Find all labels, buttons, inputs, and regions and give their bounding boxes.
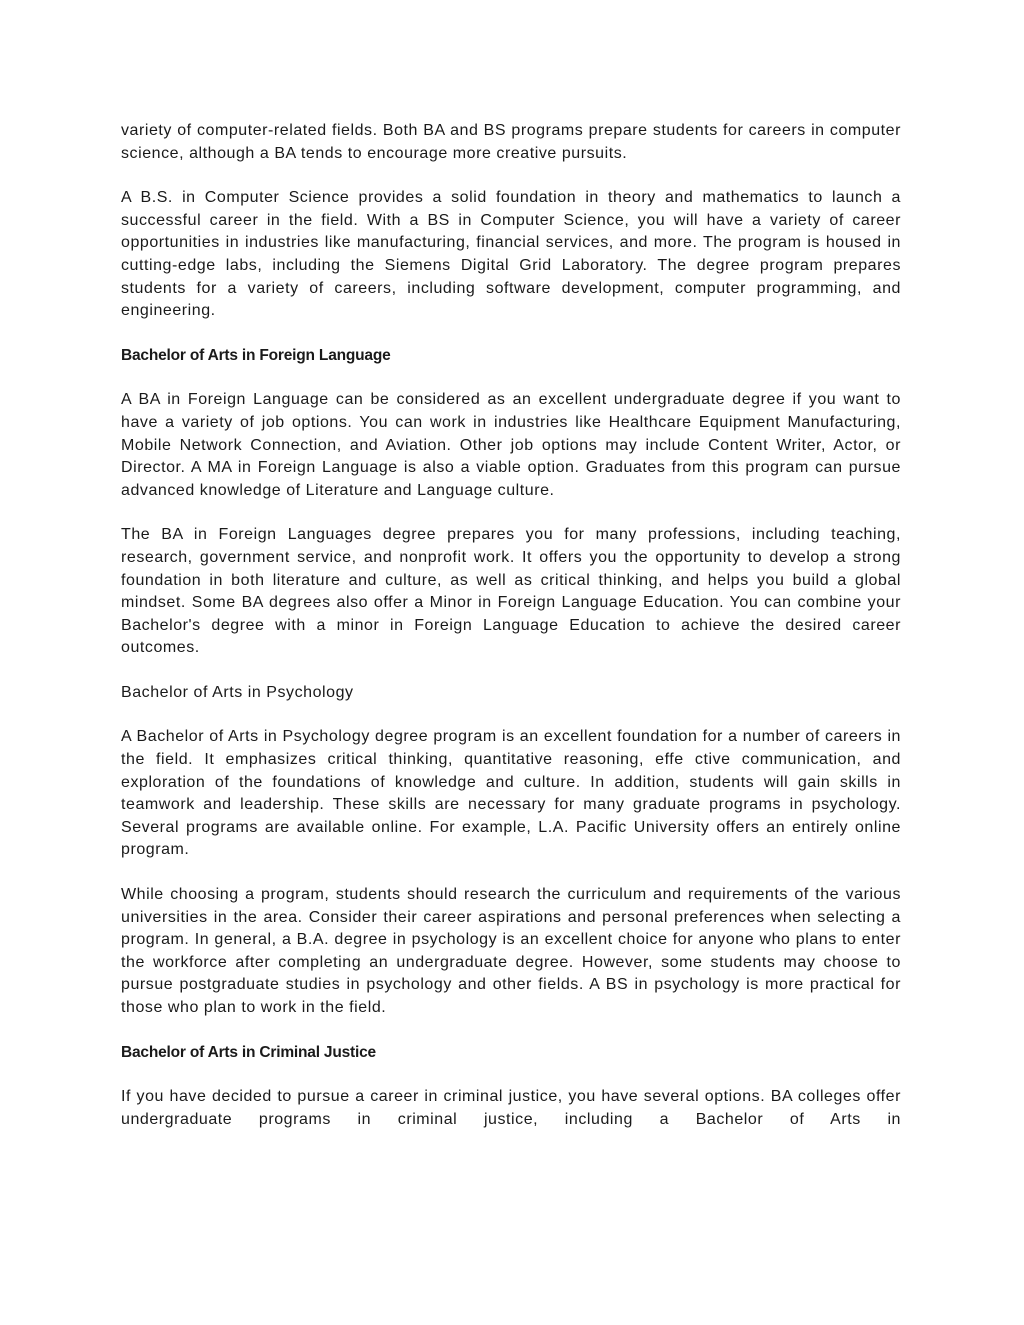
paragraph-foreign-languages-professions: The BA in Foreign Languages degree prepares you for many professions, including teaching, research, government service, and nonprofit work. It offers you the opportunity to develop a strong foundation in both literature and culture, as well as critical thinking, and helps you build a global mindset. Some BA degrees also offer a Minor in Foreign Language Education. You can combine your Bachelor's degree with a minor in Foreign Language Education to achieve the desired career outcomes. — [121, 526, 901, 657]
paragraph-computer-fields: variety of computer-related fields. Both BA and BS programs prepare students for careers in computer science, although a BA tends to encourage more creative pursuits. — [121, 122, 901, 162]
heading-foreign-language: Bachelor of Arts in Foreign Language — [121, 346, 391, 364]
paragraph-bs-computer-science: A B.S. in Computer Science provides a solid foundation in theory and mathematics to launch a successful career in the field. With a BS in Computer Science, you will have a variety of career opportunities in industries like manufacturing, financial services, and more. The program is housed in cutting-edge labs, including the Siemens Digital Grid Laboratory. The degree program prepares students for a variety of careers, including software development, computer programming, and engineering. — [121, 189, 901, 320]
heading-psychology: Bachelor of Arts in Psychology — [121, 683, 354, 701]
paragraph-choosing-program: While choosing a program, students should research the curriculum and requirements of the various universities in the area. Consider their career aspirations and personal preferences when selecting a program. In general, a B.A. degree in psychology is an excellent choice for anyone who plans to enter the workforce after completing an undergraduate degree. However, some students may choose to pursue postgraduate studies in psychology and other fields. A BS in psychology is more practical for those who plan to work in the field. — [121, 886, 901, 1016]
document-page — [121, 120, 901, 1153]
paragraph-criminal-justice: If you have decided to pursue a career in criminal justice, you have several options. BA colleges offer undergraduate programs in criminal justice, including a Bachelor of Arts in — [121, 1088, 901, 1128]
paragraph-ba-foreign-language: A BA in Foreign Language can be considered as an excellent undergraduate degree if you want to have a variety of job options. You can work in industries like Healthcare Equipment Manufacturing, Mobile Network Connection, and Aviation. Other job options may include Content Writer, Actor, or Director. A MA in Foreign Language is also a viable option. Graduates from this program can pursue advanced knowledge of Literature and Language culture. — [121, 391, 901, 499]
paragraph-ba-psychology: A Bachelor of Arts in Psychology degree program is an excellent foundation for a number of careers in the field. It emphasizes critical thinking, quantitative reasoning, effe ctive communication, and exploration of the foundations of knowledge and culture. In addition, students will gain skills in teamwork and leadership. These skills are necessary for many graduate programs in psychology. Several programs are available online. For example, L.A. Pacific University offers an entirely online program. — [121, 728, 901, 859]
heading-criminal-justice: Bachelor of Arts in Criminal Justice — [121, 1043, 376, 1061]
